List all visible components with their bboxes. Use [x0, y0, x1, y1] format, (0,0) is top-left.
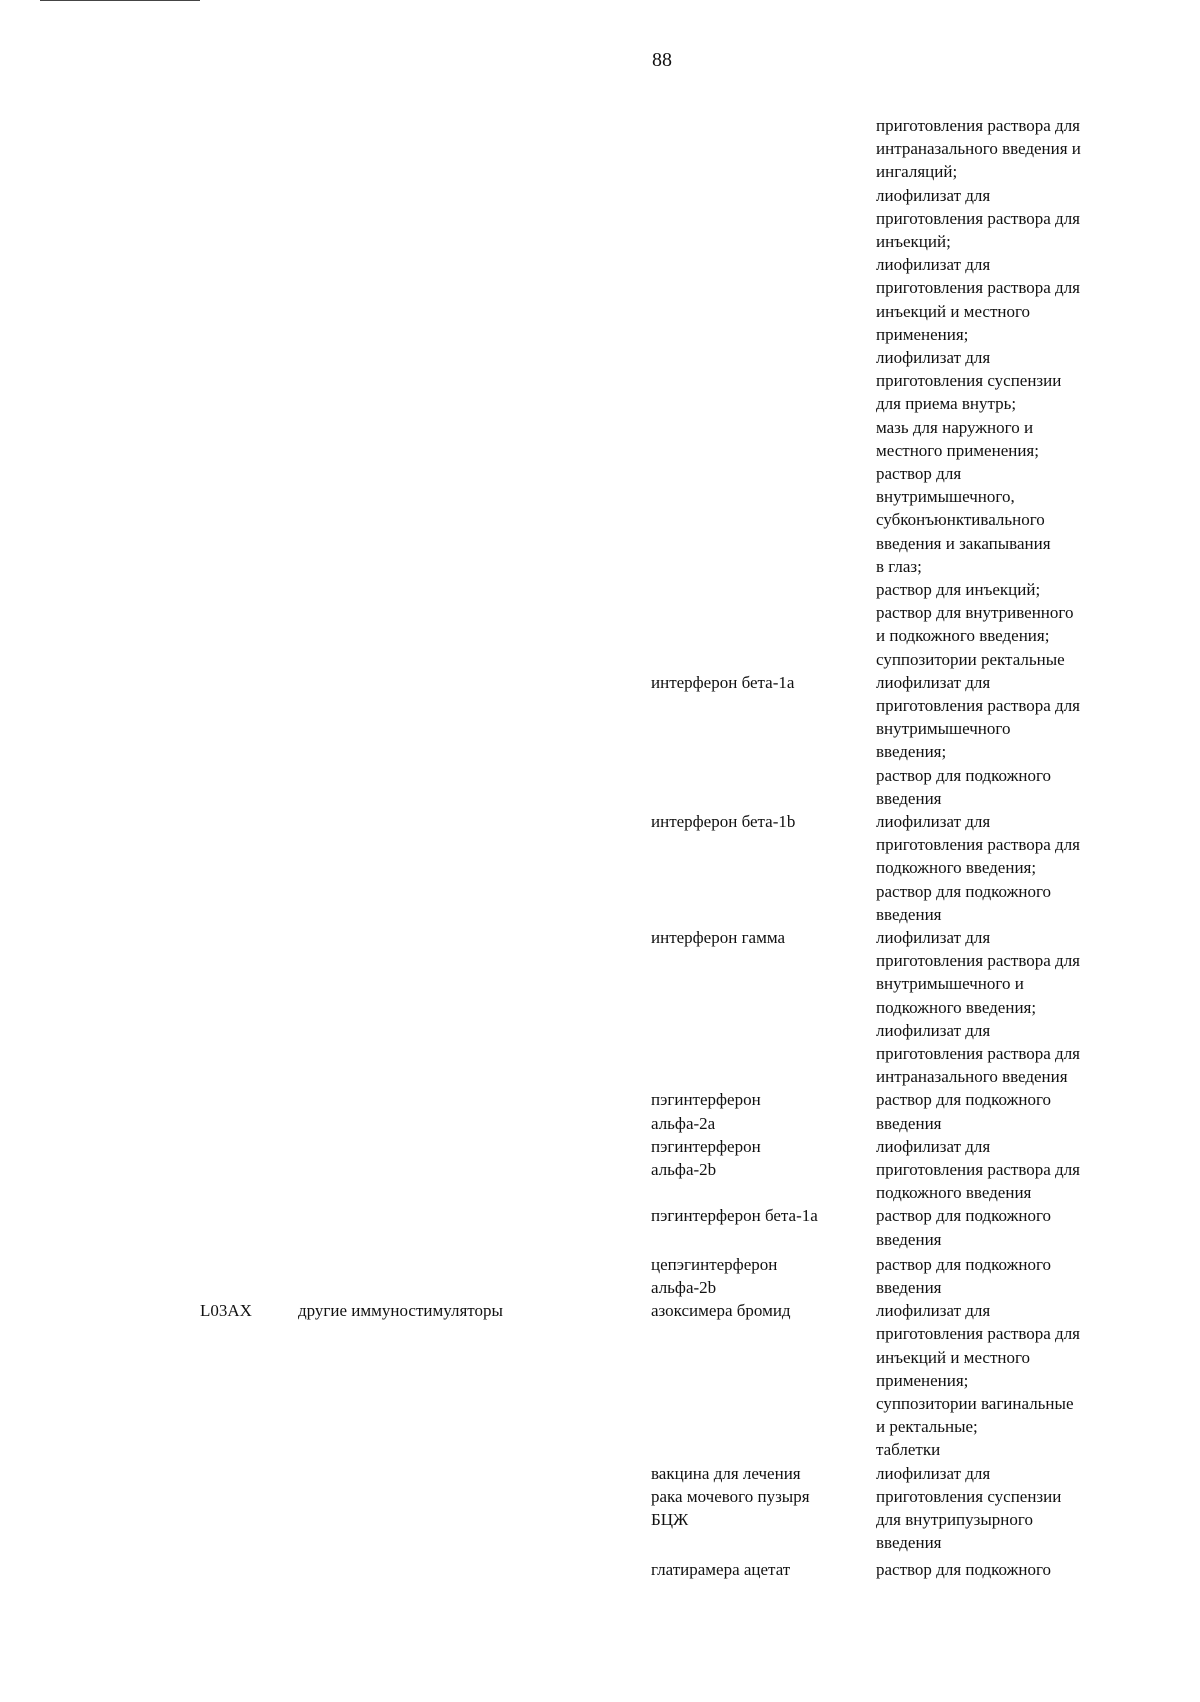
drug-name-line: альфа-2а — [651, 1113, 716, 1133]
dosage-form-line: для внутрипузырного — [876, 1510, 1033, 1529]
dosage-form-line: лиофилизат для — [876, 255, 991, 275]
dosage-form-line: внутримышечного — [876, 719, 1011, 739]
dosage-form-line: раствор для подкожного — [876, 1560, 1052, 1580]
dosage-form-line: и подкожного введения; — [876, 626, 1050, 646]
drug-name — [651, 1462, 861, 1532]
dosage-form-line: лиофилизат для — [876, 348, 991, 368]
dosage-form-line: лиофилизат для — [876, 1463, 991, 1483]
dosage-forms — [876, 1253, 1138, 1299]
dosage-form-line: подкожного введения; — [876, 997, 1037, 1017]
dosage-form-line: приготовления раствора для — [876, 1324, 1080, 1344]
dosage-form-line: в глаз; — [876, 556, 922, 576]
dosage-form-line: местного применения; — [876, 440, 1039, 460]
dosage-form-line: приготовления раствора для — [876, 696, 1080, 715]
dosage-form-line: интраназального введения и — [876, 139, 1081, 159]
dosage-form-line: и ректальные; — [876, 1417, 978, 1437]
dosage-form-line: приготовления раствора для — [876, 835, 1080, 855]
drug-name — [651, 1558, 861, 1581]
dosage-form-line: лиофилизат для — [876, 1020, 991, 1040]
dosage-form-line: раствор для подкожного — [876, 1254, 1052, 1274]
drug-name-line: альфа-2b — [651, 1160, 717, 1179]
dosage-form-line: лиофилизат для — [876, 1301, 991, 1321]
dosage-form-line: подкожного введения — [876, 1183, 1032, 1203]
drug-name-line: пэгинтерферон — [651, 1090, 761, 1110]
dosage-forms — [876, 1204, 1138, 1250]
dosage-form-line: внутримышечного и — [876, 974, 1024, 994]
dosage-form-line: инъекций и местного — [876, 1347, 1031, 1367]
dosage-form-line: приготовления раствора для — [876, 1160, 1080, 1179]
dosage-form-line: приготовления суспензии — [876, 1486, 1062, 1506]
dosage-form-line: интраназального введения — [876, 1067, 1068, 1087]
dosage-form-line: раствор для подкожного — [876, 881, 1052, 901]
drug-name-line: азоксимера бромид — [651, 1301, 791, 1321]
dosage-form-line: приготовления раствора для — [876, 1044, 1080, 1064]
dosage-form-line: введения — [876, 1113, 942, 1133]
dosage-form-line: приготовления раствора для — [876, 278, 1080, 298]
dosage-form-line: введения; — [876, 742, 947, 762]
dosage-form-line: приготовления раствора для — [876, 951, 1080, 971]
drug-name — [651, 1299, 861, 1322]
drug-name-line: вакцина для лечения — [651, 1463, 801, 1483]
dosage-forms — [876, 1299, 1138, 1461]
dosage-form-line: лиофилизат для — [876, 812, 991, 831]
atc-group: другие иммуностимуляторы — [298, 1301, 503, 1321]
atc-code: L03AX — [200, 1301, 252, 1321]
dosage-form-line: субконъюнктивального — [876, 510, 1045, 530]
drug-name-line: цепэгинтерферон — [651, 1254, 778, 1274]
dosage-form-line: для приема внутрь; — [876, 394, 1017, 414]
dosage-form-line: введения — [876, 1229, 942, 1249]
drug-name — [651, 1135, 861, 1181]
dosage-form-line: лиофилизат для — [876, 672, 991, 692]
drug-name-line: альфа-2b — [651, 1278, 717, 1297]
dosage-form-line: раствор для внутривенного — [876, 603, 1074, 623]
dosage-form-line: применения; — [876, 324, 969, 344]
drug-name — [651, 810, 861, 833]
drug-name-line: интерферон бета-1а — [651, 672, 795, 692]
dosage-form-line: раствор для — [876, 464, 962, 484]
dosage-forms — [876, 1135, 1138, 1205]
dosage-form-line: введения — [876, 788, 942, 808]
dosage-form-line: внутримышечного, — [876, 487, 1015, 507]
dosage-form-line: инъекций и местного — [876, 301, 1031, 321]
dosage-forms — [876, 1558, 1138, 1581]
drug-name-line: интерферон бета-1b — [651, 812, 796, 831]
drug-name-line: пэгинтерферон — [651, 1136, 761, 1156]
drug-name-line: глатирамера ацетат — [651, 1560, 791, 1580]
dosage-form-line: лиофилизат для — [876, 928, 991, 947]
drug-name — [651, 1204, 861, 1227]
dosage-form-line: подкожного введения; — [876, 858, 1037, 878]
drug-name — [651, 671, 861, 694]
drug-name — [651, 926, 861, 949]
dosage-forms — [876, 671, 1138, 810]
dosage-form-line: приготовления раствора для — [876, 208, 1080, 228]
dosage-forms — [876, 1088, 1138, 1134]
page-number: 88 — [652, 49, 672, 71]
drug-name-line: интерферон гамма — [651, 928, 786, 947]
dosage-form-line: приготовления раствора для — [876, 116, 1080, 135]
dosage-form-line: суппозитории вагинальные — [876, 1394, 1074, 1413]
dosage-form-line: суппозитории ректальные — [876, 649, 1065, 669]
dosage-form-line: лиофилизат для — [876, 1136, 991, 1156]
scan-edge-line — [40, 0, 200, 1]
drug-name-line: рака мочевого пузыря — [651, 1486, 810, 1506]
dosage-form-line: раствор для подкожного — [876, 1090, 1052, 1110]
drug-name-line: пэгинтерферон бета-1а — [651, 1206, 818, 1226]
dosage-form-line: раствор для инъекций; — [876, 580, 1041, 600]
dosage-forms — [876, 1462, 1138, 1555]
dosage-form-line: таблетки — [876, 1440, 941, 1460]
drug-name — [651, 1088, 861, 1134]
dosage-form-line: введения — [876, 904, 942, 924]
dosage-form-line: раствор для подкожного — [876, 765, 1052, 785]
dosage-form-line: введения — [876, 1533, 942, 1553]
dosage-form-line: применения; — [876, 1370, 969, 1390]
dosage-form-line: введения — [876, 1278, 942, 1297]
dosage-form-line: введения и закапывания — [876, 533, 1051, 553]
dosage-forms — [876, 810, 1138, 926]
dosage-forms — [876, 114, 1138, 671]
dosage-form-line: раствор для подкожного — [876, 1206, 1052, 1226]
dosage-form-line: приготовления суспензии — [876, 371, 1062, 391]
dosage-forms — [876, 926, 1138, 1088]
dosage-form-line: ингаляций; — [876, 162, 958, 182]
drug-name-line: БЦЖ — [651, 1510, 689, 1529]
dosage-form-line: мазь для наружного и — [876, 417, 1034, 437]
dosage-form-line: лиофилизат для — [876, 185, 991, 205]
drug-name — [651, 1253, 861, 1299]
dosage-form-line: инъекций; — [876, 232, 951, 252]
